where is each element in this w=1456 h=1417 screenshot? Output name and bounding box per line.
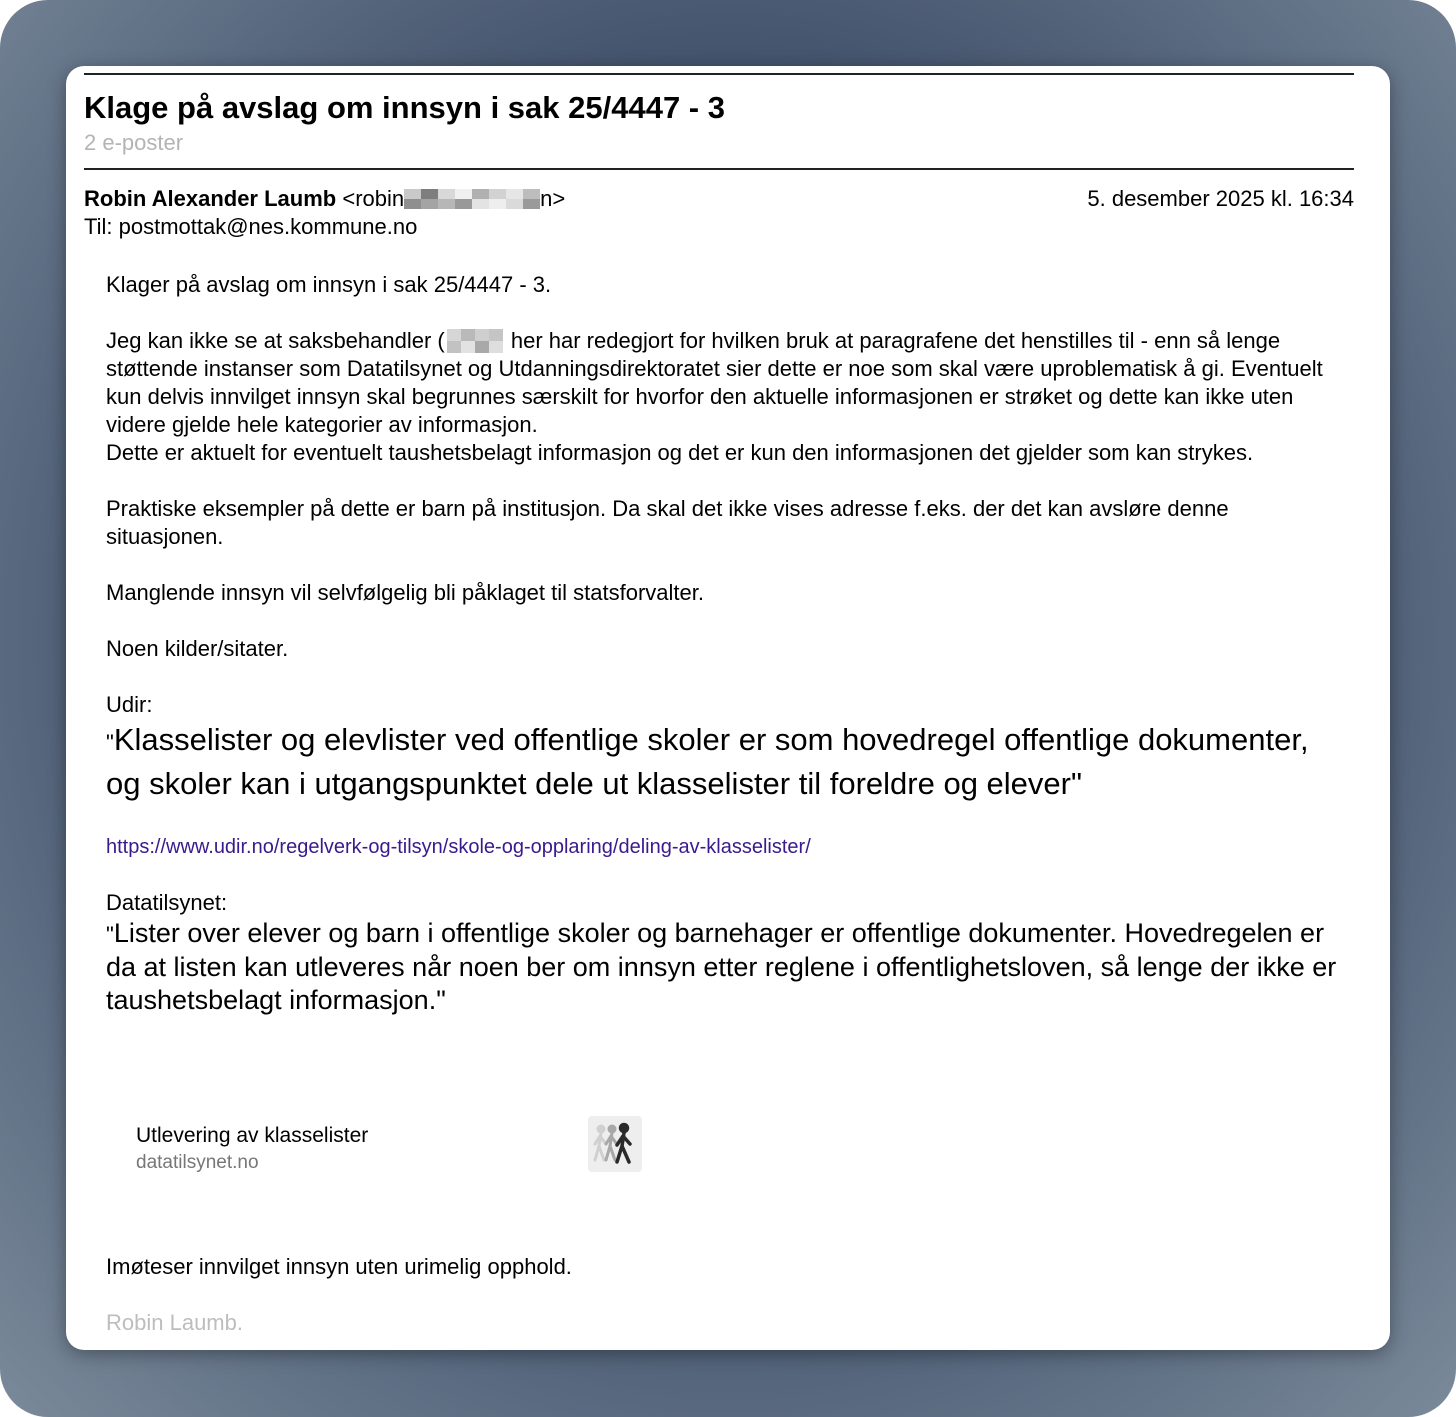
body-paragraph: Manglende innsyn vil selvfølgelig bli påklaget til statsforvalter. — [106, 580, 704, 605]
message-count: 2 e-poster — [84, 130, 184, 155]
quote-mark: " — [106, 922, 114, 947]
closing-line: Imøteser innvilget innsyn uten urimelig opphold. — [106, 1254, 572, 1279]
udir-quote — [106, 719, 1346, 804]
email-subject: Klage på avslag om innsyn i sak 25/4447 - 3 — [84, 90, 725, 125]
body-paragraph: Klager på avslag om innsyn i sak 25/4447 - 3. — [106, 272, 552, 297]
sender-line — [84, 186, 565, 212]
link-preview-card[interactable] — [136, 1116, 646, 1186]
udir-link[interactable]: https://www.udir.no/regelverk-og-tilsyn/skole-og-opplaring/deling-av-klasselister/ — [106, 836, 811, 858]
preview-title: Utlevering av klasselister — [136, 1124, 369, 1147]
udir-quote-text: Klasselister og elevlister ved offentlige skoler er som hovedregel offentlige dokumenter, og skoler kan i utgangspunktet dele ut klasselister til foreldre og elever" — [106, 722, 1309, 801]
datatilsynet-label: Datatilsynet: — [106, 890, 228, 915]
body-text: Jeg kan ikke se at saksbehandler ( — [106, 328, 445, 353]
sender-email-start: <robin — [342, 186, 405, 211]
body-text: Dette er aktuelt for eventuelt taushetsbelagt informasjon og det er kun den informasjonen det gjelder som kan strykes. — [106, 440, 1254, 465]
quote-mark: " — [106, 730, 114, 755]
datatilsynet-quote — [106, 917, 1346, 1017]
body-paragraph: Noen kilder/sitater. — [106, 636, 289, 661]
preview-site: datatilsynet.no — [136, 1152, 259, 1173]
redacted-name-pixelation — [447, 329, 503, 353]
email-body — [106, 271, 1346, 1045]
body-text: her har redegjort for hvilken bruk at paragrafene det henstilles til - enn så lenge støttende instanser som Datatilsynet og Utdanningsdirektoratet sier dette er noe som skal være uproblematisk å gi. Eventuelt kun delvis innvilget innsyn skal begrunnes særskilt for hvorfor den aktuelle informasjonen er strøket og dette kan ikke uten videre gjelde hele kategorier av informasjon. — [106, 328, 1323, 437]
header-divider — [84, 168, 1354, 170]
udir-label: Udir: — [106, 692, 153, 717]
redacted-email-pixelation — [404, 189, 540, 209]
email-date: 5. desember 2025 kl. 16:34 — [1087, 186, 1354, 211]
udir-link-paragraph — [106, 832, 1346, 861]
recipient-line: Til: postmottak@nes.kommune.no — [84, 214, 418, 239]
datatilsynet-quote-text: Lister over elever og barn i offentlige skoler og barnehager er offentlige dokumenter. Hovedregelen er da at listen kan utleveres når noen ber om innsyn etter reglene i offentlighetsloven, så lenge der ikke er taushetsbelagt informasjon." — [106, 918, 1337, 1015]
body-paragraph — [106, 327, 1346, 467]
signature: Robin Laumb. — [106, 1310, 243, 1335]
top-divider — [84, 73, 1354, 75]
sender-email-end: n> — [540, 186, 566, 211]
body-paragraph: Praktiske eksempler på dette er barn på institusjon. Da skal det ikke vises adresse f.eks. der det kan avsløre denne situasjonen. — [106, 496, 1229, 549]
sender-name: Robin Alexander Laumb — [84, 186, 337, 211]
email-print-view — [66, 66, 1390, 1350]
people-walking-icon — [588, 1116, 642, 1172]
